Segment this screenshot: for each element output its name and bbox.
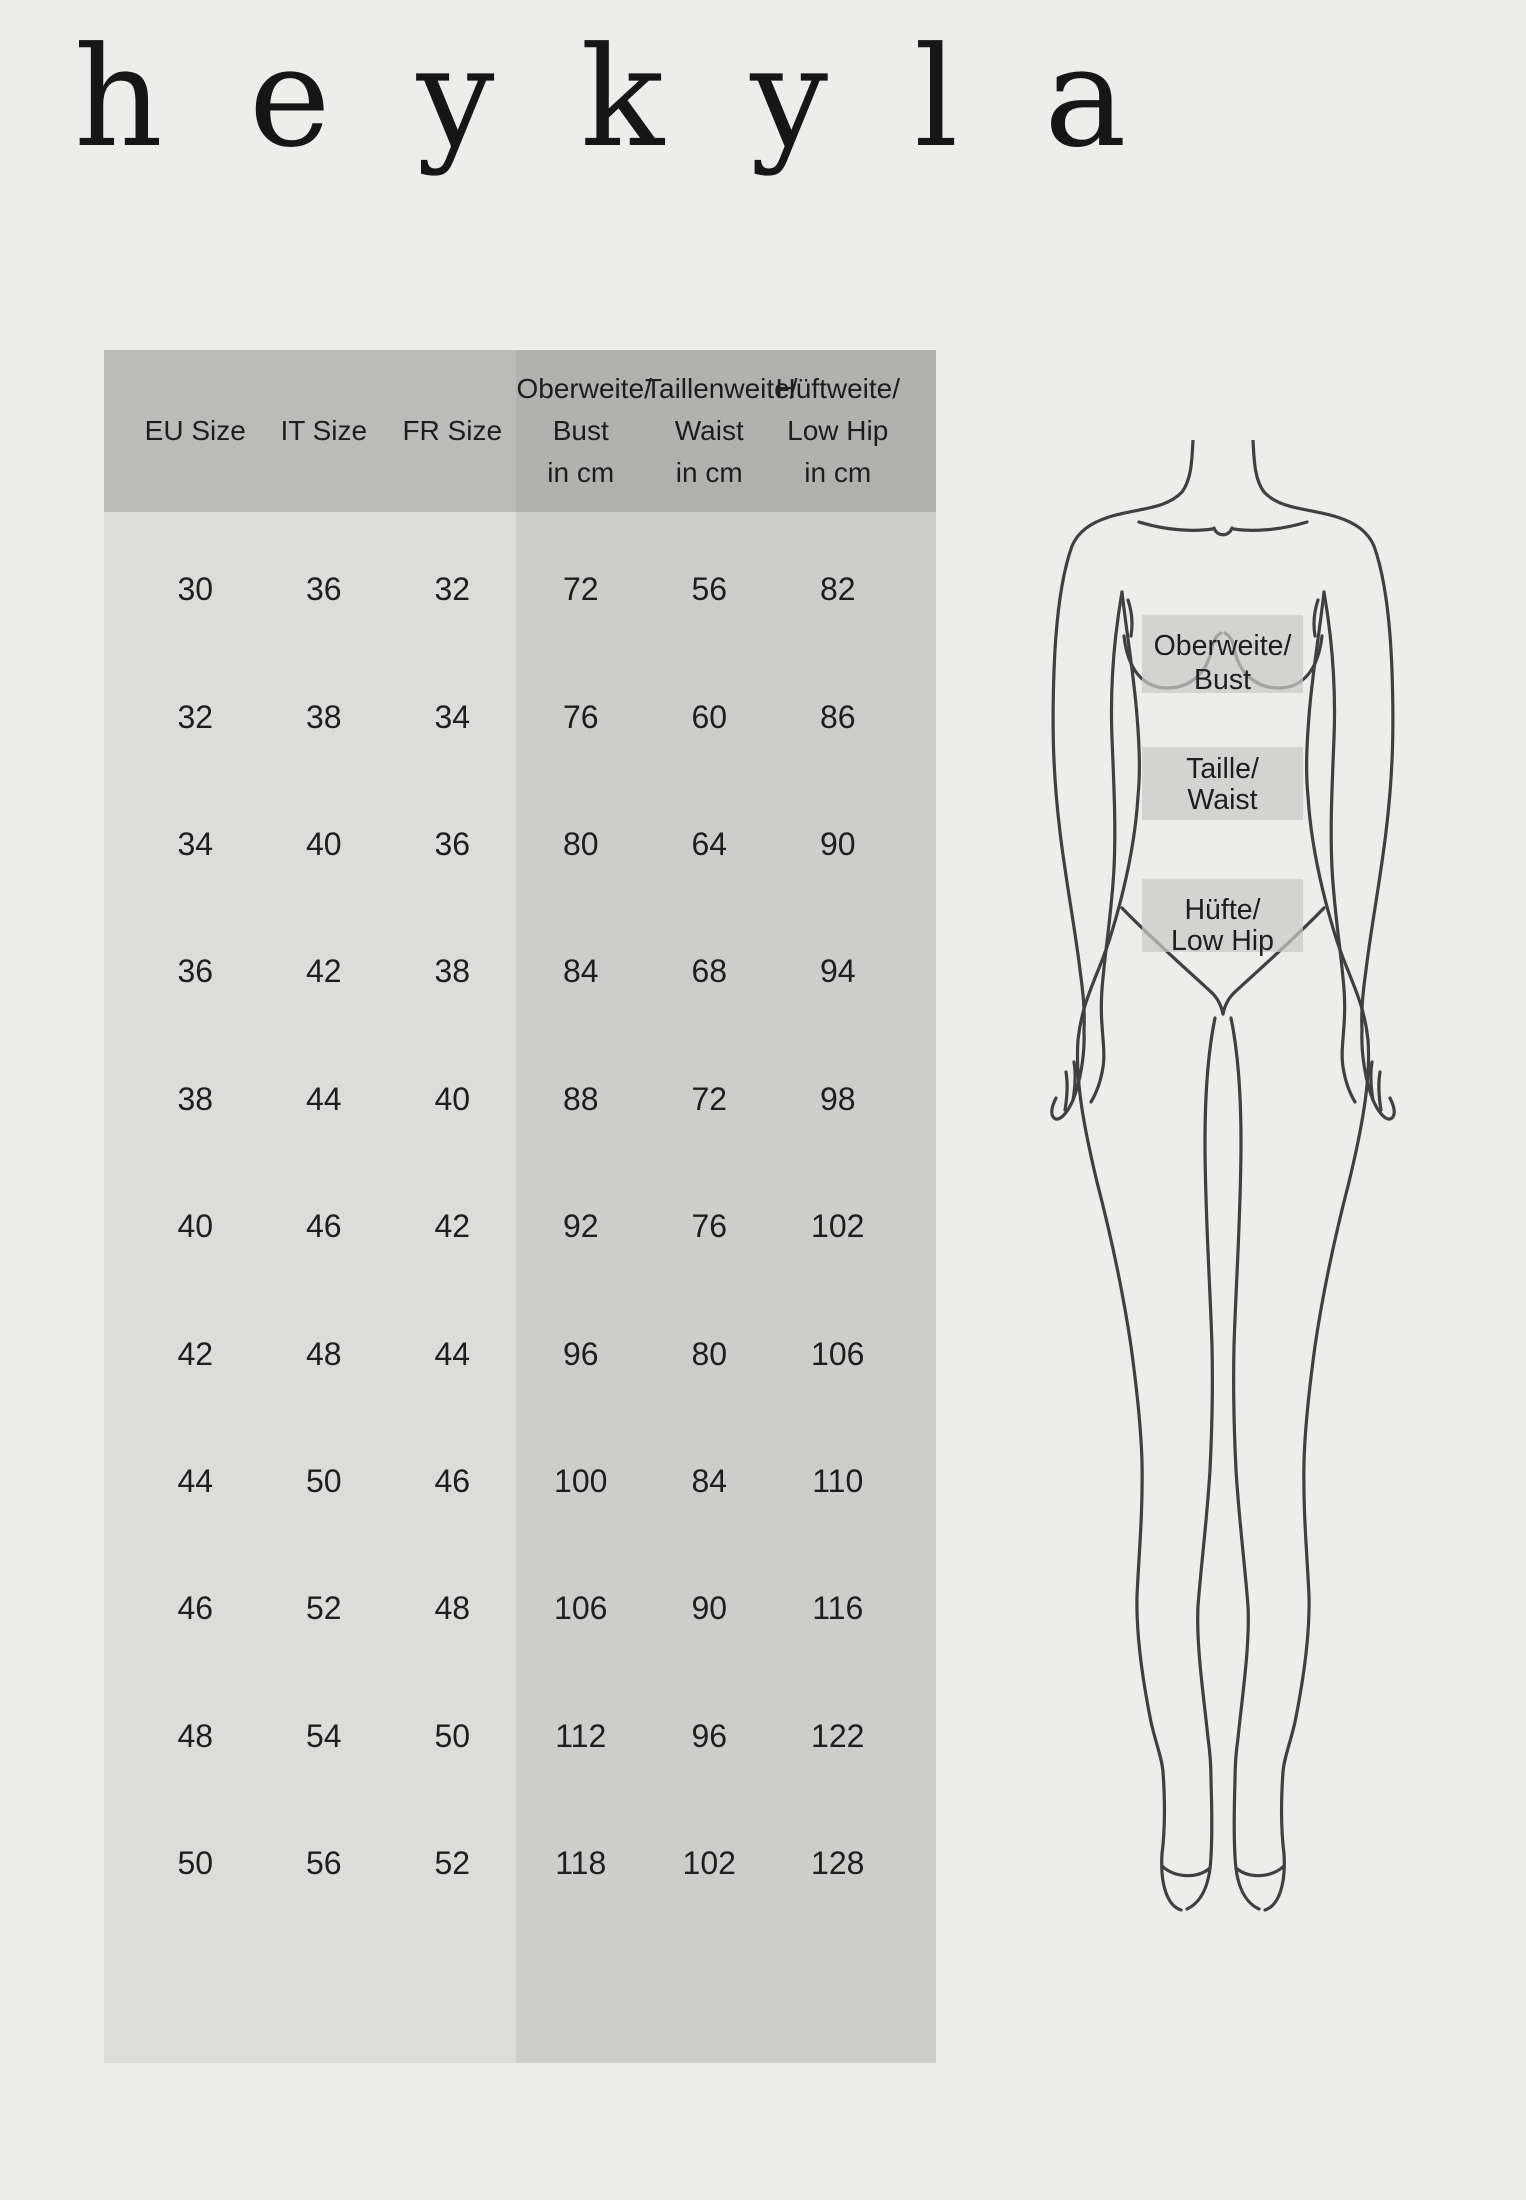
- size-cell: 40: [177, 1208, 214, 1245]
- size-cell: 44: [305, 1080, 342, 1117]
- size-cell: 36: [177, 953, 214, 990]
- column-header-waist-en: Waist: [674, 415, 744, 446]
- size-cell: 38: [434, 953, 471, 990]
- size-cell: 106: [811, 1335, 865, 1372]
- table-row: [104, 1800, 936, 1927]
- figure-left-leg-inner: [1187, 1018, 1215, 1909]
- size-cell: 32: [177, 698, 214, 735]
- table-row: [104, 908, 936, 1035]
- size-cell: 82: [819, 571, 856, 608]
- figure-armpit-crease-left: [1128, 600, 1132, 636]
- size-cell: 128: [811, 1845, 865, 1882]
- croquis-svg: [1015, 440, 1430, 1925]
- column-header-waist-de: Taillenweite/: [645, 373, 798, 404]
- size-cell: 40: [305, 825, 342, 862]
- size-cell: 48: [177, 1717, 214, 1754]
- size-cell: 102: [682, 1845, 736, 1882]
- size-cell: 44: [434, 1335, 471, 1372]
- figure-neck-notch: [1214, 528, 1232, 535]
- size-cell: 60: [691, 698, 728, 735]
- size-cell: 50: [305, 1462, 342, 1499]
- brand-logo: heykyla: [74, 17, 1213, 178]
- figure-left-finger-2: [1065, 1072, 1067, 1110]
- hip-label-de: Hüfte/: [1184, 894, 1261, 926]
- waist-label-de: Taille/: [1186, 753, 1259, 785]
- figure-armpit-crease-right: [1314, 600, 1318, 636]
- table-row: [104, 1036, 936, 1163]
- size-cell: 54: [305, 1717, 342, 1754]
- size-cell: 38: [305, 698, 342, 735]
- size-cell: 116: [812, 1590, 864, 1627]
- table-row: [104, 1545, 936, 1672]
- size-cell: 122: [811, 1717, 865, 1754]
- size-cell: 102: [811, 1208, 865, 1245]
- table-row: [104, 526, 936, 653]
- size-cell: 46: [305, 1208, 342, 1245]
- column-header-low-hip-unit: in cm: [804, 457, 872, 488]
- column-header-bust-unit: in cm: [547, 457, 615, 488]
- figure-left-thumb: [1091, 1025, 1104, 1102]
- table-row: [104, 1290, 936, 1417]
- size-cell: 30: [177, 571, 214, 608]
- column-header-bust-de: Oberweite/: [516, 373, 652, 404]
- column-header-low-hip-en: Low Hip: [787, 415, 889, 446]
- column-header-waist: [645, 368, 798, 494]
- size-cell: 42: [434, 1208, 471, 1245]
- size-cell: 88: [562, 1080, 599, 1117]
- figure-right-leg-inner: [1231, 1018, 1259, 1909]
- table-row: [104, 1163, 936, 1290]
- size-cell: 48: [305, 1335, 342, 1372]
- size-cell: 48: [434, 1590, 471, 1627]
- size-cell: 90: [819, 825, 856, 862]
- figure-right-thumb: [1342, 1025, 1355, 1102]
- size-cell: 44: [177, 1462, 214, 1499]
- figure-left-inner-arm: [1101, 592, 1122, 1025]
- size-cell: 52: [434, 1845, 471, 1882]
- size-cell: 46: [434, 1462, 471, 1499]
- size-cell: 72: [691, 1080, 728, 1117]
- column-header-bust-en: Bust: [552, 415, 609, 446]
- size-cell: 80: [691, 1335, 728, 1372]
- size-cell: 46: [177, 1590, 214, 1627]
- size-cell: 36: [434, 825, 471, 862]
- size-table: [104, 350, 936, 2063]
- size-cell: 50: [177, 1845, 214, 1882]
- waist-label-en: Waist: [1187, 784, 1258, 816]
- size-cell: 94: [819, 953, 856, 990]
- figure-collarbone-left: [1139, 522, 1212, 530]
- size-cell: 96: [691, 1717, 728, 1754]
- column-header-it-size: IT Size: [280, 415, 368, 446]
- size-cell: 84: [562, 953, 599, 990]
- column-header-waist-unit: in cm: [675, 457, 743, 488]
- table-row: [104, 1673, 936, 1800]
- column-header-low-hip-de: Hüftweite/: [775, 373, 900, 404]
- bust-label-de: Oberweite/: [1153, 630, 1292, 662]
- figure-right-finger-1: [1371, 1062, 1373, 1100]
- size-cell: 34: [177, 825, 214, 862]
- bust-label-en: Bust: [1193, 664, 1252, 696]
- table-row: [104, 653, 936, 780]
- size-cell: 42: [305, 953, 342, 990]
- size-cell: 84: [691, 1462, 728, 1499]
- column-header-eu-size: EU Size: [144, 415, 246, 446]
- size-cell: 56: [305, 1845, 342, 1882]
- table-row: [104, 1418, 936, 1545]
- figure-collarbone-right: [1234, 522, 1307, 530]
- size-cell: 32: [434, 571, 471, 608]
- table-header: [104, 350, 936, 512]
- figure-left-finger-1: [1073, 1062, 1075, 1100]
- size-cell: 90: [691, 1590, 728, 1627]
- size-cell: 106: [554, 1590, 608, 1627]
- table-row: [104, 781, 936, 908]
- size-cell: 38: [177, 1080, 214, 1117]
- table-rows: [104, 526, 936, 1927]
- size-cell: 118: [555, 1845, 607, 1882]
- size-cell: 86: [819, 698, 856, 735]
- column-header-low-hip: [774, 368, 903, 494]
- size-cell: 98: [819, 1080, 856, 1117]
- column-header-bust: [516, 368, 652, 494]
- size-cell: 76: [562, 698, 599, 735]
- size-cell: 56: [691, 571, 728, 608]
- size-cell: 76: [691, 1208, 728, 1245]
- size-cell: 42: [177, 1335, 214, 1372]
- size-cell: 112: [555, 1717, 607, 1754]
- size-cell: 96: [562, 1335, 599, 1372]
- size-cell: 36: [305, 571, 342, 608]
- size-cell: 72: [562, 571, 599, 608]
- figure-right-toe-arc: [1236, 1866, 1284, 1876]
- figure-right-finger-2: [1379, 1072, 1381, 1110]
- size-cell: 64: [691, 825, 728, 862]
- size-cell: 34: [434, 698, 471, 735]
- size-cell: 80: [562, 825, 599, 862]
- size-cell: 50: [434, 1717, 471, 1754]
- column-header-fr-size: FR Size: [402, 415, 503, 446]
- body-figure-illustration: [1015, 440, 1430, 1925]
- size-cell: 100: [554, 1462, 608, 1499]
- figure-right-inner-arm: [1324, 592, 1345, 1025]
- size-cell: 92: [562, 1208, 599, 1245]
- figure-left-toe-arc: [1162, 1866, 1210, 1876]
- size-cell: 68: [691, 953, 728, 990]
- size-cell: 110: [812, 1462, 864, 1499]
- size-cell: 40: [434, 1080, 471, 1117]
- size-cell: 52: [305, 1590, 342, 1627]
- hip-label-en: Low Hip: [1171, 925, 1274, 957]
